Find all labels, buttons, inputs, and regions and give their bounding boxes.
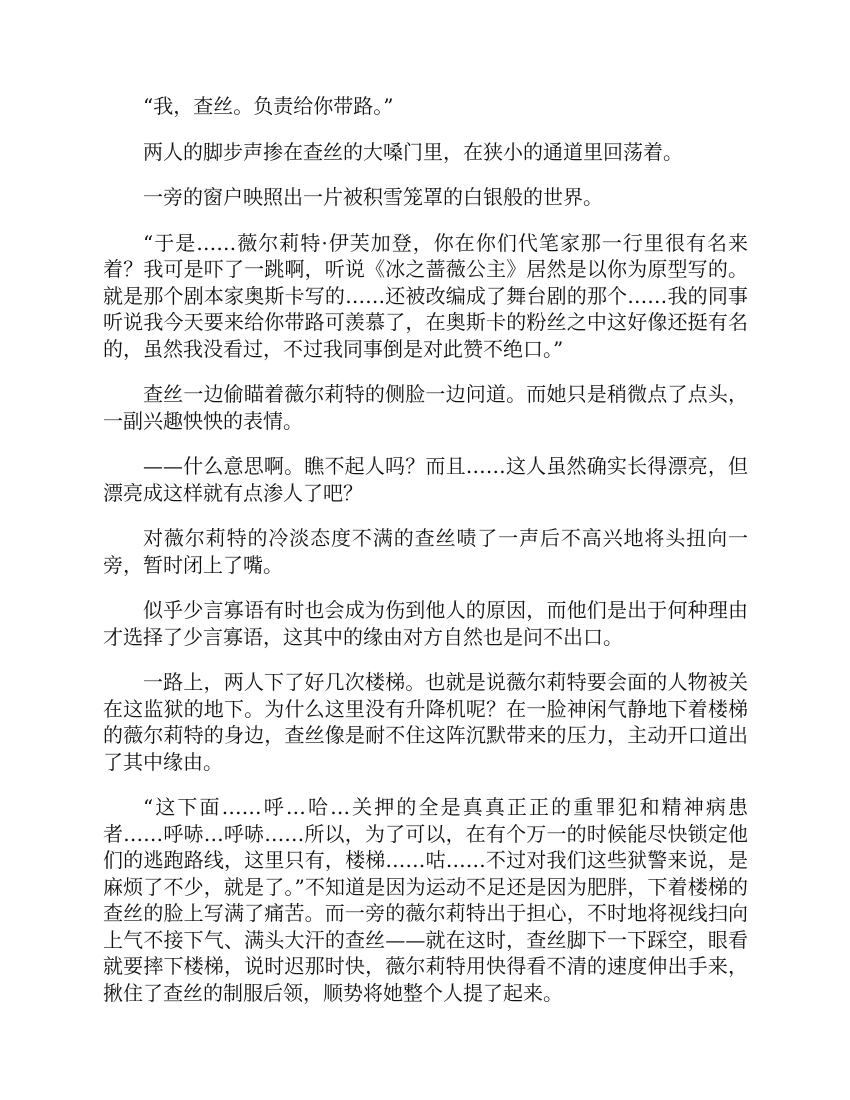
paragraph-8: 似乎少言寡语有时也会成为伤到他人的原因，而他们是出于何种理由才选择了少言寡语，这其中的缘由对方自然也是问不出口。 xyxy=(103,598,748,649)
paragraph-9: 一路上，两人下了好几次楼梯。也就是说薇尔莉特要会面的人物被关在这监狱的地下。为什么这里没有升降机呢？在一脸神闲气静地下着楼梯的薇尔莉特的身边，查丝像是耐不住这阵沉默带来的压力，主动开口道出了其中缘由。 xyxy=(103,670,748,774)
paragraph-2: 两人的脚步声掺在查丝的大嗓门里，在狭小的通道里回荡着。 xyxy=(143,139,683,164)
paragraph-3: 一旁的窗户映照出一片被积雪笼罩的白银般的世界。 xyxy=(143,185,603,209)
paragraph-7: 对薇尔莉特的冷淡态度不满的查丝啧了一声后不高兴地将头扭向一旁，暂时闭上了嘴。 xyxy=(103,526,748,577)
document-page xyxy=(103,93,748,1025)
paragraph-10: “这下面……呼…哈…关押的全是真真正正的重罪犯和精神病患者……呼哧…呼哧……所以，为了可以，在有个万一的时候能尽快锁定他们的逃跑路线，这里只有，楼梯……咕……不过对我们这些狱警来说，是麻烦了不少，就是了。”不知道是因为运动不足还是因为肥胖，下着楼梯的查丝的脸上写满了痛苦。而一旁的薇尔莉特出于担心，不时地将视线扫向上气不接下气、满头大汗的查丝——就在这时，查丝脚下一下踩空，眼看就要摔下楼梯，说时迟那时快，薇尔莉特用快得看不清的速度伸出手来，揪住了查丝的制服后领，顺势将她整个人提了起来。 xyxy=(103,795,748,1005)
paragraph-5: 查丝一边偷瞄着薇尔莉特的侧脸一边问道。而她只是稍微点了点头，一副兴趣怏怏的表情。 xyxy=(103,382,748,433)
paragraph-4: “于是……薇尔莉特·伊芙加登，你在你们代笔家那一行里很有名来着？我可是吓了一跳啊，听说《冰之蔷薇公主》居然是以你为原型写的。就是那个剧本家奥斯卡写的……还被改编成了舞台剧的那个……我的同事听说我今天要来给你带路可羡慕了，在奥斯卡的粉丝之中这好像还挺有名的，虽然我没看过，不过我同事倒是对此赞不绝口。” xyxy=(103,230,748,361)
paragraph-6: ——什么意思啊。瞧不起人吗？而且……这人虽然确实长得漂亮，但漂亮成这样就有点渗人了吧？ xyxy=(103,454,748,505)
paragraph-1: “我，查丝。负责给你带路。” xyxy=(143,94,394,118)
